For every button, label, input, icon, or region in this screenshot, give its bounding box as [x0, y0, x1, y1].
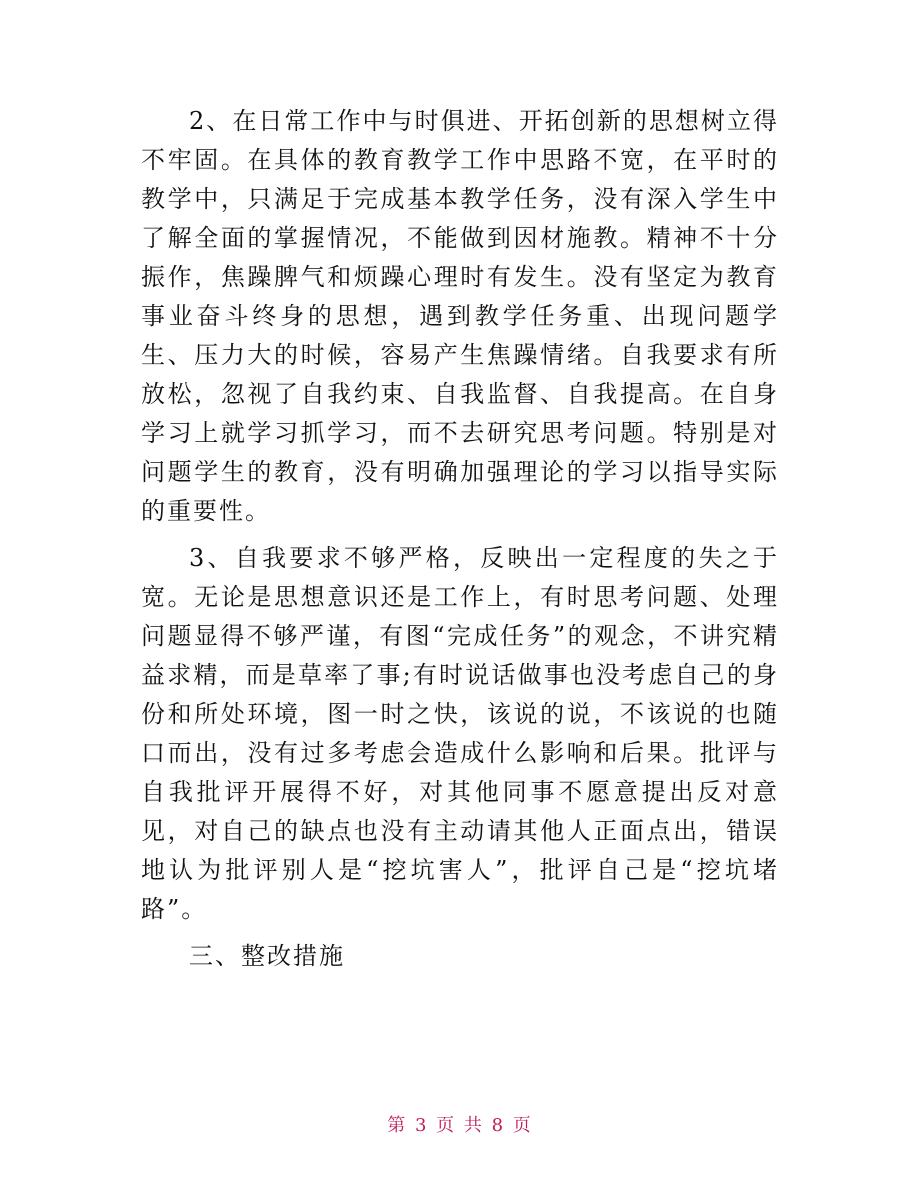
paragraph-3: 3、自我要求不够严格，反映出一定程度的失之于宽。无论是思想意识还是工作上，有时思考问题、处理问题显得不够严谨，有图“完成任务”的观念，不讲究精益求精，而是草率了事;有时说话做事也没考虑自己的身份和所处环境，图一时之快，该说的说，不该说的也随口而出，没有过多考虑会造成什么影响和后果。批评与自我批评开展得不好，对其他同事不愿意提出反对意见，对自己的缺点也没有主动请其他人正面点出，错误地认为批评别人是“挖坑害人”，批评自己是“挖坑堵路”。	[141, 544, 779, 923]
paragraph-2: 2、在日常工作中与时俱进、开拓创新的思想树立得不牢固。在具体的教育教学工作中思路不宽，在平时的教学中，只满足于完成基本教学任务，没有深入学生中了解全面的掌握情况，不能做到因材施教。精神不十分振作，焦躁脾气和烦躁心理时有发生。没有坚定为教育事业奋斗终身的思想，遇到教学任务重、出现问题学生、压力大的时候，容易产生焦躁情绪。自我要求有所放松，忽视了自我约束、自我监督、自我提高。在自身学习上就学习抓学习，而不去研究思考问题。特别是对问题学生的教育，没有明确加强理论的学习以指导实际的重要性。	[141, 107, 779, 525]
document-body	[141, 102, 779, 976]
section-heading: 三、整改措施	[189, 942, 345, 970]
page-number-footer: 第 3 页 共 8 页	[387, 1115, 533, 1136]
